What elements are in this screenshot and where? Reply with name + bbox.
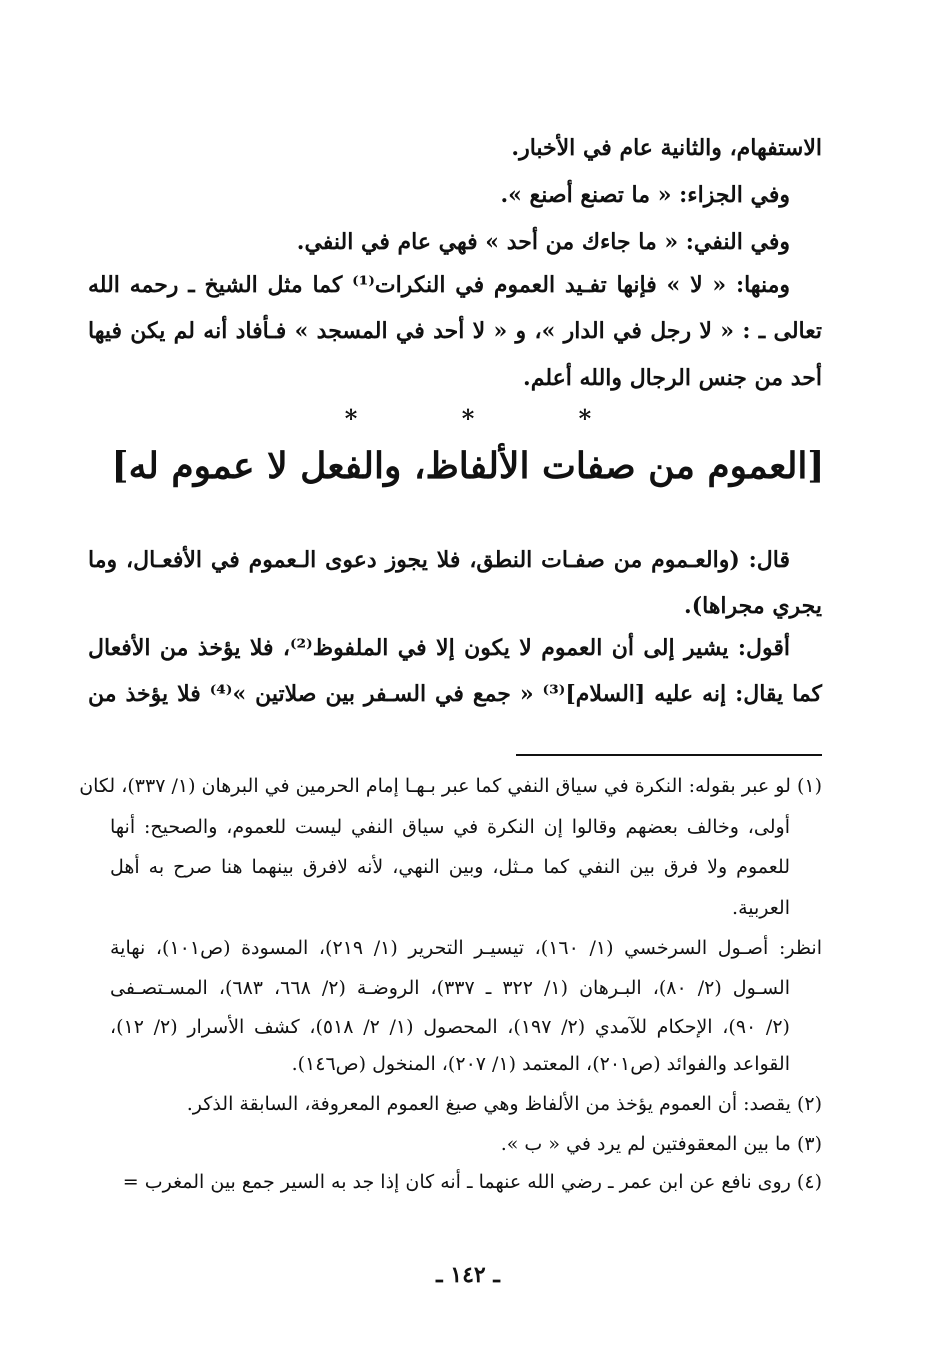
- footnote-1-refs-1: انظر: أصـول السرخسي (١/ ١٦٠)، تيسيـر التحرير (١/ ٢١٩)، المسودة (ص١٠١)، نهاية: [110, 937, 822, 959]
- commentary-line-1: أقول: يشير إلى أن العموم لا يكون إلا في الملفوظ⁽²⁾، فلا يؤخذ من الأفعال: [88, 635, 790, 661]
- quote-line-2: يجري مجراها).: [684, 593, 822, 619]
- body-line-6: أحد من جنس الرجال والله أعلم.: [523, 365, 822, 391]
- ornament-star: *: [461, 404, 475, 433]
- section-heading: [العموم من صفات الألفاظ، والفعل لا عموم له]: [111, 445, 825, 487]
- footnote-1-refs-2: السـول (٢/ ٨٠)، البـرهان (١/ ٣٢٢ ـ ٣٣٧)، الروضـة (٢/ ٦٦٨، ٦٨٣)، المسـتصـفى: [110, 977, 790, 999]
- footnote-separator: [516, 754, 822, 756]
- footnote-1-line-2: أولى، وخالف بعضهم وقالوا إن النكرة في سياق النفي ليست للعموم، والصحيح: أنها: [110, 816, 790, 838]
- footnote-1-refs-3: (٢/ ٩٠)، الإحكام للآمدي (٢/ ١٩٧)، المحصول (١/ ٢/ ٥١٨)، كشف الأسرار (٢/ ١٢)،: [110, 1016, 790, 1038]
- body-line-5: تعالى ـ : « لا رجل في الدار »، و « لا أحد في المسجد » فـأفاد أنه لم يكن فيها: [88, 318, 822, 344]
- body-line-4: ومنها: « لا » فإنها تفـيد العموم في النكرات⁽¹⁾ كما مثل الشيخ ـ رحمه الله: [88, 272, 790, 298]
- footnote-2: (٢) يقصد: أن العموم يؤخذ من الألفاظ وهي صيغ العموم المعروفة، السابقة الذكر.: [186, 1093, 822, 1115]
- body-line-3: وفي النفي: « ما جاءك من أحد » فهي عام في النفي.: [296, 229, 790, 255]
- footnote-1-line-1: (١) لو عبر بقوله: النكرة في سياق النفي كما عبر بـهـا إمام الحرمين في البرهان (١/ ٣٣٧)، لكان: [79, 775, 822, 797]
- ornament-star: *: [344, 404, 358, 433]
- ornament-star: *: [578, 404, 592, 433]
- commentary-line-2: كما يقال: إنه عليه [السلام]⁽³⁾ « جمع في السـفر بين صلاتين »⁽⁴⁾ فلا يؤخذ من: [88, 681, 823, 707]
- footnote-1-line-4: العربية.: [732, 897, 790, 919]
- quote-line-1: قال: (والعـموم من صفـات النطق، فلا يجوز دعوى الـعموم في الأفعـال، وما: [88, 547, 790, 573]
- footnote-3: (٣) ما بين المعقوفتين لم يرد في « ب ».: [500, 1133, 822, 1155]
- body-line-2: وفي الجزاء: « ما تصنع أصنع ».: [500, 182, 790, 208]
- section-ornament: [0, 404, 936, 434]
- page-number: ـ ١٤٢ ـ: [436, 1262, 500, 1288]
- footnote-1-refs-4: القواعد والفوائد (ص٢٠١)، المعتمد (١/ ٢٠٧)، المنخول (ص١٤٦).: [291, 1053, 790, 1075]
- body-line-1: الاستفهام، والثانية عام في الأخبار.: [511, 135, 822, 161]
- footnote-1-line-3: للعموم ولا فرق بين النفي كما مـثل، وبين النهي، لأنه لافرق بينهما هنا صرح به أهل: [110, 856, 790, 878]
- footnote-4: (٤) روى نافع عن ابن عمر ـ رضي الله عنهما ـ أنه كان إذا جد به السير جمع بين المغرب =: [122, 1171, 822, 1193]
